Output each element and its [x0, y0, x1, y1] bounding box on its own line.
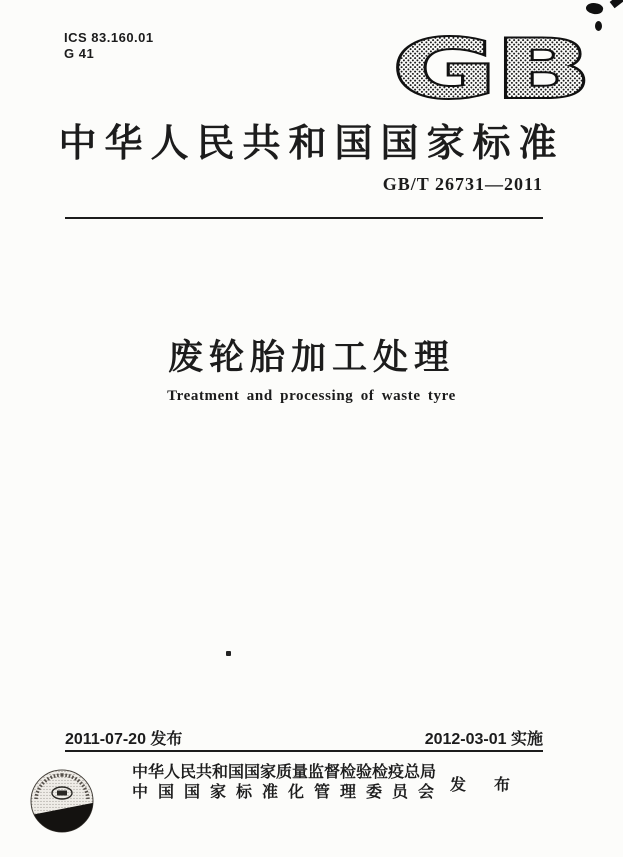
- scan-corner-artifact: [610, 0, 623, 8]
- scan-speck: [585, 1, 604, 16]
- ics-code: ICS 83.160.01: [64, 30, 154, 45]
- scan-speck: [595, 21, 602, 31]
- standard-title: 中华人民共和国国家标准: [58, 123, 565, 165]
- header-divider-line: [65, 217, 543, 219]
- certification-seal: [28, 767, 96, 835]
- ccs-code: G 41: [64, 45, 95, 61]
- document-title: 废轮胎加工处理: [167, 338, 455, 377]
- gb-logo-icon: [387, 30, 597, 106]
- issue-date: 2011-07-20 发布: [65, 731, 183, 748]
- document-title-english: Treatment and processing of waste tyre: [167, 388, 456, 404]
- publisher-name-aqsiq: 中华人民共和国国家质量监督检验检疫总局: [132, 764, 437, 781]
- ics-classification: [64, 30, 154, 61]
- scan-speck: [226, 651, 231, 656]
- standard-number: GB/T 26731—2011: [382, 174, 543, 194]
- publisher-name-sac: 中国国家标准化管理委员会: [132, 783, 445, 801]
- footer-divider-line: [65, 750, 543, 752]
- gb-logo-text: GB: [393, 30, 591, 106]
- implementation-date: 2012-03-01 实施: [424, 731, 543, 748]
- publish-label: 发 布: [450, 777, 523, 794]
- date-row: [65, 726, 543, 749]
- publisher-block: [132, 763, 445, 802]
